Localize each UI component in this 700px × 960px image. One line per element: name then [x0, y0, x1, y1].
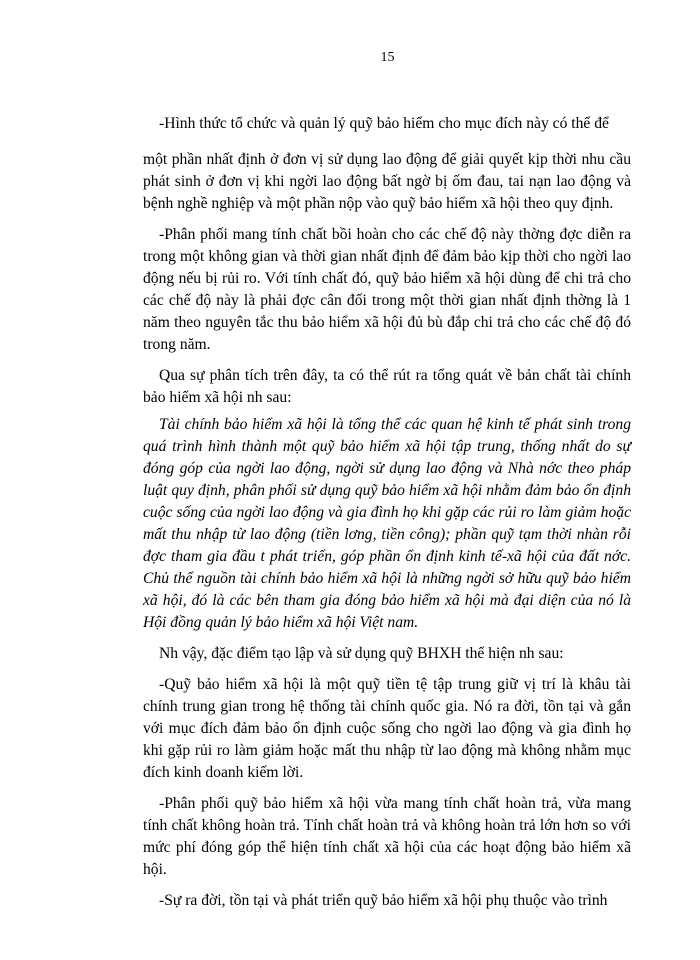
paragraph-7: -Quỹ bảo hiểm xã hội là một quỹ tiền tệ tập trung giữ vị trí là khâu tài chính trung gian trong hệ thống tài chính quốc gia. Nó ra đời, tồn tại và gắn với mục đích đảm bảo ổn định cuộc sống cho ngời lao động và gia đình họ khi gặp rủi ro làm giảm hoặc mất thu nhập từ lao động mà không nhằm mục đích kinh doanh kiếm lời. — [143, 676, 631, 781]
paragraph-2: một phần nhất định ở đơn vị sử dụng lao động để giải quyết kịp thời nhu cầu phát sinh ở đơn vị khi ngời lao động bất ngờ bị ốm đau, tai nạn lao động và bệnh nghề nghiệp và một phần nộp vào quỹ bảo hiểm xã hội theo quy định. — [143, 151, 631, 212]
paragraph-6: Nh vậy, đặc điểm tạo lập và sử dụng quỹ BHXH thể hiện nh sau: — [159, 645, 564, 662]
body-text — [143, 113, 631, 912]
paragraph-4: Qua sự phân tích trên đây, ta có thể rút ra tổng quát về bản chất tài chính bảo hiểm xã hội nh sau: — [143, 367, 631, 406]
paragraph-9: -Sự ra đời, tồn tại và phát triển quỹ bảo hiểm xã hội phụ thuộc vào trình — [159, 892, 608, 909]
page-number: 15 — [380, 50, 395, 65]
paragraph-3: -Phân phối mang tính chất bồi hoàn cho các chế độ này thờng đợc diễn ra trong một không gian và thời gian nhất định để đảm bảo kịp thời cho ngời lao động nếu bị rủi ro. Với tính chất đó, quỹ bảo hiểm xã hội dùng để chi trả cho các chế độ này là phải đợc cân đối trong một thời gian nhất định thờng là 1 năm theo nguyên tắc thu bảo hiểm xã hội đủ bù đắp chi trả cho các chế độ đó trong năm. — [143, 226, 631, 353]
definition-paragraph: Tài chính bảo hiểm xã hội là tổng thể các quan hệ kinh tế phát sinh trong quá trình hình thành một quỹ bảo hiểm xã hội tập trung, thống nhất do sự đóng góp của ngời lao động, ngời sử dụng lao động và Nhà nớc theo pháp luật quy định, phân phối sử dụng quỹ bảo hiểm xã hội nhằm đảm bảo ổn định cuộc sống của ngời lao động và gia đình họ khi gặp các rủi ro làm giảm hoặc mất thu nhập từ lao động (tiền lơng, tiền công); phần quỹ tạm thời nhàn rỗi đợc tham gia đầu t phát triển, góp phần ổn định kinh tế-xã hội của đất nớc. Chủ thể nguồn tài chính bảo hiểm xã hội là những ngời sở hữu quỹ bảo hiểm xã hội, đó là các bên tham gia đóng bảo hiểm xã hội mà đại diện của nó là Hội đồng quản lý bảo hiểm xã hội Việt nam. — [143, 416, 631, 631]
paragraph-1: -Hình thức tổ chức và quản lý quỹ bảo hiểm cho mục đích này có thể để — [159, 115, 609, 132]
paragraph-8: -Phân phối quỹ bảo hiểm xã hội vừa mang tính chất hoàn trả, vừa mang tính chất không hoàn trả. Tính chất hoàn trả và không hoàn trả lớn hơn so với mức phí đóng góp thể hiện tính chất xã hội của các hoạt động bảo hiểm xã hội. — [143, 795, 631, 878]
